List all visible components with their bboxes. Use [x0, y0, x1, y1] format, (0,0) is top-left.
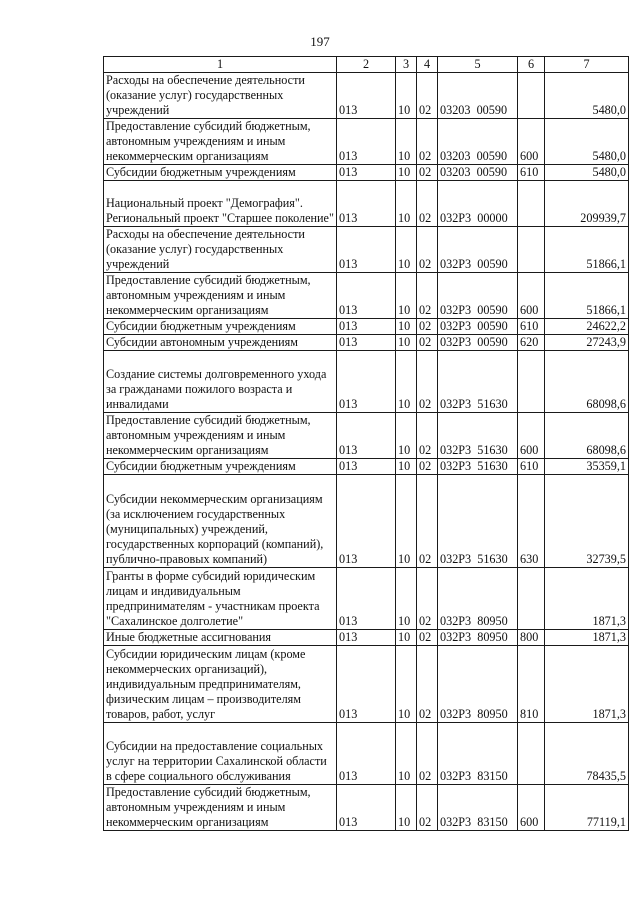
- row-type: 600: [518, 785, 545, 831]
- row-target: 032P3 83150: [438, 723, 518, 785]
- column-header: 4: [417, 57, 438, 73]
- row-subsection: 02: [417, 165, 438, 181]
- row-type: 600: [518, 119, 545, 165]
- row-code: 013: [337, 351, 396, 413]
- row-subsection: 02: [417, 351, 438, 413]
- row-section: 10: [396, 335, 417, 351]
- table-row: [104, 335, 629, 351]
- row-target: 032P3 51630: [438, 459, 518, 475]
- row-section: 10: [396, 119, 417, 165]
- row-target: 032P3 80950: [438, 630, 518, 646]
- row-type: 610: [518, 459, 545, 475]
- row-subsection: 02: [417, 119, 438, 165]
- row-subsection: 02: [417, 459, 438, 475]
- row-target: 032P3 51630: [438, 475, 518, 568]
- row-amount: 5480,0: [545, 119, 629, 165]
- row-section: 10: [396, 273, 417, 319]
- row-amount: 209939,7: [545, 181, 629, 227]
- row-target: 03203 00590: [438, 119, 518, 165]
- row-amount: 68098,6: [545, 413, 629, 459]
- row-name: Расходы на обеспечение деятельности (оказание услуг) государственных учреждений: [104, 73, 337, 119]
- row-code: 013: [337, 73, 396, 119]
- row-section: 10: [396, 646, 417, 723]
- row-code: 013: [337, 568, 396, 630]
- table-row: [104, 119, 629, 165]
- row-section: 10: [396, 227, 417, 273]
- row-name: Предоставление субсидий бюджетным, автономным учреждениям и иным некоммерческим организациям: [104, 273, 337, 319]
- row-section: 10: [396, 630, 417, 646]
- row-subsection: 02: [417, 475, 438, 568]
- table-row: [104, 165, 629, 181]
- row-subsection: 02: [417, 413, 438, 459]
- row-subsection: 02: [417, 319, 438, 335]
- row-target: 032P3 00590: [438, 227, 518, 273]
- row-code: 013: [337, 413, 396, 459]
- row-type: 630: [518, 475, 545, 568]
- row-code: 013: [337, 475, 396, 568]
- row-name: Предоставление субсидий бюджетным, автономным учреждениям и иным некоммерческим организациям: [104, 119, 337, 165]
- row-name: Субсидии некоммерческим организациям (за исключением государственных (муниципальных) учреждений, государственных корпораций (компаний), публично-правовых компаний): [104, 475, 337, 568]
- row-name: Субсидии бюджетным учреждениям: [104, 459, 337, 475]
- row-section: 10: [396, 723, 417, 785]
- row-target: 032P3 80950: [438, 568, 518, 630]
- row-code: 013: [337, 646, 396, 723]
- row-target: 032P3 80950: [438, 646, 518, 723]
- column-header: 7: [545, 57, 629, 73]
- row-section: 10: [396, 319, 417, 335]
- table-row: [104, 723, 629, 785]
- row-amount: 32739,5: [545, 475, 629, 568]
- row-type: [518, 723, 545, 785]
- column-header: 3: [396, 57, 417, 73]
- row-name: Субсидии юридическим лицам (кроме некоммерческих организаций), индивидуальным предпринимателям, физическим лицам – производителям товаров, работ, услуг: [104, 646, 337, 723]
- row-target: 03203 00590: [438, 73, 518, 119]
- column-header: 6: [518, 57, 545, 73]
- row-code: 013: [337, 630, 396, 646]
- row-section: 10: [396, 165, 417, 181]
- row-code: 013: [337, 319, 396, 335]
- row-type: [518, 227, 545, 273]
- row-amount: 77119,1: [545, 785, 629, 831]
- row-section: 10: [396, 181, 417, 227]
- row-name: Национальный проект "Демография". Региональный проект "Старшее поколение": [104, 181, 337, 227]
- row-type: [518, 351, 545, 413]
- row-amount: 51866,1: [545, 273, 629, 319]
- table-row: [104, 181, 629, 227]
- row-section: 10: [396, 351, 417, 413]
- budget-table: [103, 56, 629, 831]
- table-row: [104, 568, 629, 630]
- row-name: Субсидии автономным учреждениям: [104, 335, 337, 351]
- row-code: 013: [337, 273, 396, 319]
- row-subsection: 02: [417, 646, 438, 723]
- row-code: 013: [337, 723, 396, 785]
- row-section: 10: [396, 785, 417, 831]
- row-name: Предоставление субсидий бюджетным, автономным учреждениям и иным некоммерческим организациям: [104, 785, 337, 831]
- row-subsection: 02: [417, 181, 438, 227]
- row-subsection: 02: [417, 227, 438, 273]
- row-amount: 1871,3: [545, 646, 629, 723]
- table-row: [104, 646, 629, 723]
- row-type: 810: [518, 646, 545, 723]
- row-name: Создание системы долговременного ухода за гражданами пожилого возраста и инвалидами: [104, 351, 337, 413]
- row-type: [518, 568, 545, 630]
- table-row: [104, 351, 629, 413]
- row-code: 013: [337, 119, 396, 165]
- row-amount: 78435,5: [545, 723, 629, 785]
- row-target: 032P3 51630: [438, 351, 518, 413]
- row-amount: 1871,3: [545, 630, 629, 646]
- table-row: [104, 630, 629, 646]
- table-row: [104, 413, 629, 459]
- row-subsection: 02: [417, 785, 438, 831]
- row-type: 800: [518, 630, 545, 646]
- row-code: 013: [337, 227, 396, 273]
- row-name: Предоставление субсидий бюджетным, автономным учреждениям и иным некоммерческим организациям: [104, 413, 337, 459]
- row-name: Субсидии на предоставление социальных услуг на территории Сахалинской области в сфере социального обслуживания: [104, 723, 337, 785]
- row-target: 032P3 00590: [438, 273, 518, 319]
- row-subsection: 02: [417, 568, 438, 630]
- row-amount: 24622,2: [545, 319, 629, 335]
- row-code: 013: [337, 335, 396, 351]
- table-row: [104, 319, 629, 335]
- row-target: 03203 00590: [438, 165, 518, 181]
- row-type: [518, 181, 545, 227]
- row-amount: 1871,3: [545, 568, 629, 630]
- row-amount: 27243,9: [545, 335, 629, 351]
- row-target: 032P3 00000: [438, 181, 518, 227]
- row-type: 620: [518, 335, 545, 351]
- row-target: 032P3 00590: [438, 319, 518, 335]
- row-subsection: 02: [417, 630, 438, 646]
- row-subsection: 02: [417, 73, 438, 119]
- row-code: 013: [337, 165, 396, 181]
- row-amount: 5480,0: [545, 165, 629, 181]
- row-code: 013: [337, 785, 396, 831]
- row-section: 10: [396, 475, 417, 568]
- table-row: [104, 785, 629, 831]
- row-target: 032P3 00590: [438, 335, 518, 351]
- row-amount: 68098,6: [545, 351, 629, 413]
- row-code: 013: [337, 181, 396, 227]
- row-name: Иные бюджетные ассигнования: [104, 630, 337, 646]
- row-section: 10: [396, 73, 417, 119]
- row-section: 10: [396, 459, 417, 475]
- row-subsection: 02: [417, 723, 438, 785]
- column-header: 1: [104, 57, 337, 73]
- row-type: [518, 73, 545, 119]
- row-target: 032P3 83150: [438, 785, 518, 831]
- row-type: 610: [518, 165, 545, 181]
- column-header: 2: [337, 57, 396, 73]
- column-header: 5: [438, 57, 518, 73]
- header-row: [104, 57, 629, 73]
- table-row: [104, 475, 629, 568]
- row-target: 032P3 51630: [438, 413, 518, 459]
- table-row: [104, 73, 629, 119]
- row-type: 610: [518, 319, 545, 335]
- row-type: 600: [518, 273, 545, 319]
- row-name: Субсидии бюджетным учреждениям: [104, 165, 337, 181]
- row-subsection: 02: [417, 273, 438, 319]
- row-name: Субсидии бюджетным учреждениям: [104, 319, 337, 335]
- row-amount: 5480,0: [545, 73, 629, 119]
- row-name: Гранты в форме субсидий юридическим лицам и индивидуальным предпринимателям - участникам проекта "Сахалинское долголетие": [104, 568, 337, 630]
- row-section: 10: [396, 568, 417, 630]
- row-section: 10: [396, 413, 417, 459]
- row-amount: 51866,1: [545, 227, 629, 273]
- table-row: [104, 459, 629, 475]
- row-name: Расходы на обеспечение деятельности (оказание услуг) государственных учреждений: [104, 227, 337, 273]
- page-number: 197: [310, 34, 330, 49]
- row-type: 600: [518, 413, 545, 459]
- row-code: 013: [337, 459, 396, 475]
- row-subsection: 02: [417, 335, 438, 351]
- table-row: [104, 273, 629, 319]
- table-row: [104, 227, 629, 273]
- row-amount: 35359,1: [545, 459, 629, 475]
